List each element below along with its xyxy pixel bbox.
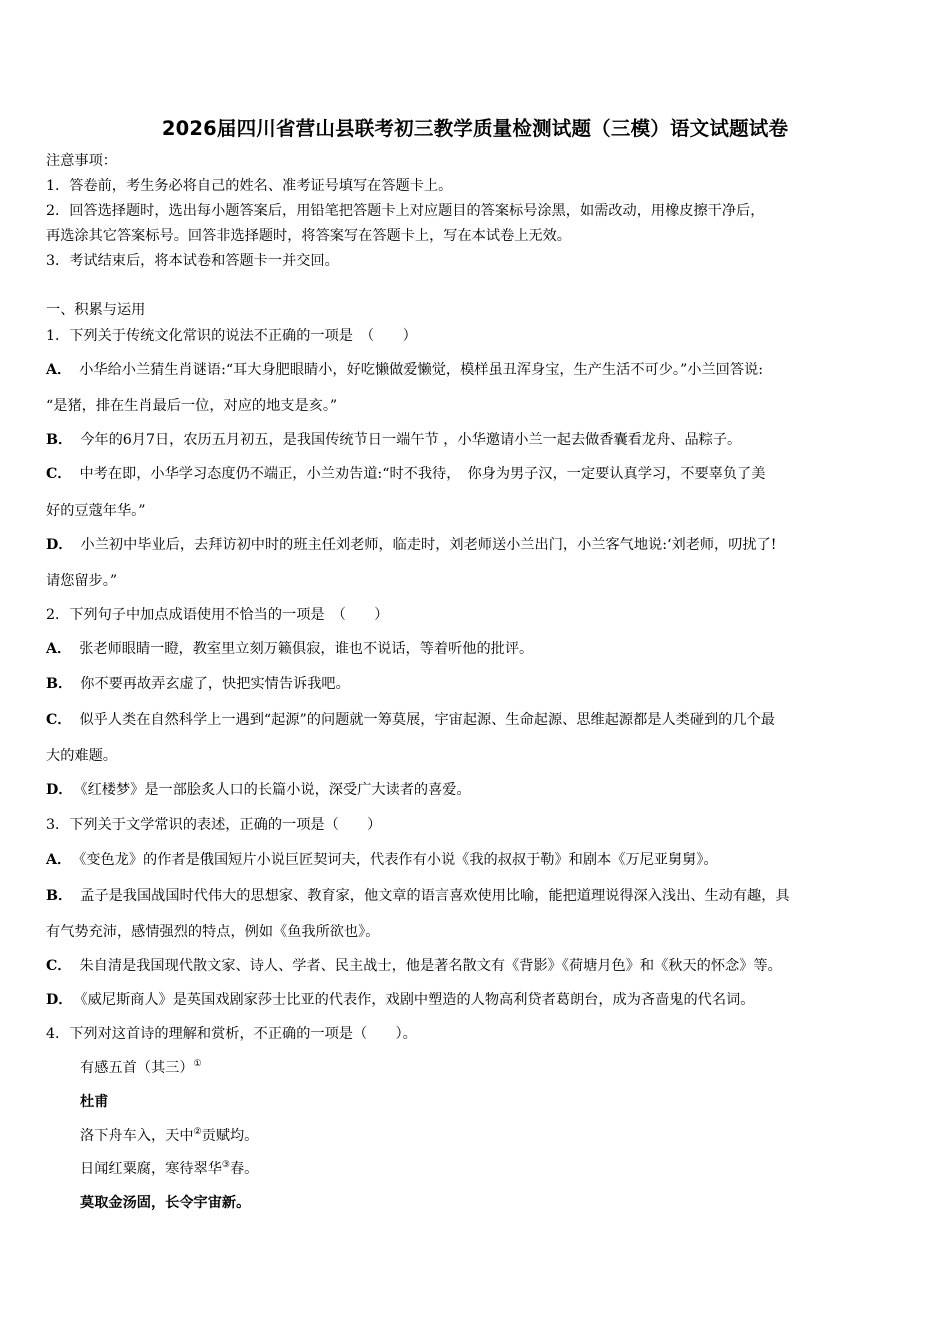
q1-option-b	[46, 430, 920, 450]
option-label: C．	[46, 466, 72, 482]
poem-author: 杜甫	[80, 1094, 109, 1110]
option-label: D．	[46, 992, 73, 1008]
q3-option-d	[46, 990, 920, 1010]
q1-option-a	[46, 360, 920, 380]
option-text: 你不要再故弄玄虚了，快把实情告诉我吧。	[80, 676, 350, 692]
q1-option-c	[46, 464, 920, 484]
poem-text: 贡赋均。	[201, 1128, 259, 1144]
q3-option-c	[46, 956, 920, 976]
q1-option-a-cont: “是猪，排在生肖最后一位，对应的地支是亥。”	[46, 398, 338, 414]
poem-title	[80, 1058, 920, 1078]
q2-option-c-cont: 大的难题。	[46, 748, 117, 764]
option-label: C．	[46, 958, 72, 974]
q1-option-c-cont: 好的豆蔻年华。”	[46, 503, 146, 519]
option-text: 朱自清是我国现代散文家、诗人、学者、民主战士，他是著名散文有《背影》《荷塘月色》和《秋天的怀念》等。	[79, 958, 782, 974]
notice-item: 2．回答选择题时，选出每小题答案后，用铅笔把答题卡上对应题目的答案标号涂黑，如需改动，用橡皮擦干净后，	[46, 203, 765, 219]
q1-option-d-cont: 请您留步。”	[46, 573, 118, 589]
poem-line	[80, 1159, 920, 1179]
option-label: D．	[46, 537, 73, 553]
notice-heading: 注意事项：	[46, 153, 117, 169]
question-3-stem: 3．下列关于文学常识的表述，正确的一项是（ ）	[46, 817, 382, 833]
poem-line	[80, 1126, 920, 1146]
option-text: 《威尼斯商人》是英国戏剧家莎士比亚的代表作，戏剧中塑造的人物高利贷者葛朗台，成为吝啬鬼的代名词。	[80, 992, 755, 1008]
footnote-marker: ③	[221, 1160, 230, 1170]
poem-line: 莫取金汤固，长令宇宙新。	[80, 1195, 251, 1211]
footnote-marker: ①	[193, 1059, 202, 1069]
option-text: 《变色龙》的作者是俄国短片小说巨匠契诃夫，代表作有小说《我的叔叔于勒》和剧本《万尼亚舅舅》。	[79, 852, 718, 868]
question-1-stem: 1．下列关于传统文化常识的说法不正确的一项是 （ ）	[46, 328, 417, 344]
option-label: B．	[46, 676, 73, 692]
option-text: 似乎人类在自然科学上一遇到“起源”的问题就一筹莫展，宇宙起源、生命起源、思维起源都是人类碰到的几个最	[79, 712, 775, 728]
q2-option-c	[46, 710, 920, 730]
page-title: 2026届四川省营山县联考初三教学质量检测试题（三模）语文试题试卷	[161, 117, 789, 140]
poem-text: 日闻红粟腐，寒待翠华	[80, 1161, 222, 1177]
option-label: A．	[46, 852, 72, 868]
option-text: 中考在即，小华学习态度仍不端正，小兰劝告道:“时不我待， 你身为男子汉，一定要认真学习，不要辜负了美	[79, 466, 766, 482]
option-label: C．	[46, 712, 72, 728]
option-label: B．	[46, 432, 73, 448]
q2-option-a	[46, 639, 920, 659]
option-label: A．	[46, 641, 72, 657]
option-text: 今年的6月7日，农历五月初五，是我国传统节日一端午节 ，小华邀请小兰一起去做香囊看龙舟、品粽子。	[80, 432, 742, 448]
footnote-marker: ②	[193, 1127, 202, 1137]
option-text: 张老师眼睛一瞪，教室里立刻万籁俱寂，谁也不说话，等着听他的批评。	[79, 641, 534, 657]
option-label: B．	[46, 888, 73, 904]
section-heading: 一、积累与运用	[46, 302, 146, 318]
notice-item: 再选涂其它答案标号。回答非选择题时，将答案写在答题卡上，写在本试卷上无效。	[46, 228, 571, 244]
option-text: 《红楼梦》是一部脍炙人口的长篇小说，深受广大读者的喜爱。	[80, 782, 471, 798]
poem-title-text: 有感五首（其三）	[80, 1060, 194, 1076]
question-4-stem: 4．下列对这首诗的理解和赏析，不正确的一项是（ ）。	[46, 1026, 417, 1042]
q2-option-d	[46, 780, 920, 800]
option-label: D．	[46, 782, 73, 798]
option-label: A．	[46, 362, 72, 378]
q1-option-d	[46, 535, 920, 555]
q3-option-b	[46, 886, 920, 906]
question-2-stem: 2．下列句子中加点成语使用不恰当的一项是 （ ）	[46, 607, 389, 623]
q3-option-b-cont: 有气势充沛，感情强烈的特点，例如《鱼我所欲也》。	[46, 924, 380, 940]
q3-option-a	[46, 850, 920, 870]
notice-item: 3．考试结束后，将本试卷和答题卡一并交回。	[46, 253, 339, 269]
q2-option-b	[46, 674, 920, 694]
option-text: 孟子是我国战国时代伟大的思想家、教育家，他文章的语言喜欢使用比喻，能把道理说得深入浅出、生动有趣，具	[80, 888, 790, 904]
option-text: 小兰初中毕业后，去拜访初中时的班主任刘老师，临走时，刘老师送小兰出门，小兰客气地说:‘刘老师，叨扰了!	[80, 537, 777, 553]
poem-text: 洛下舟车入，天中	[80, 1128, 194, 1144]
option-text: 小华给小兰猜生肖谜语:“耳大身肥眼睛小，好吃懒做爱懒觉，模样虽丑浑身宝，生产生活不可少。”小兰回答说:	[79, 362, 763, 378]
poem-text: 春。	[229, 1161, 259, 1177]
notice-item: 1．答卷前，考生务必将自己的姓名、准考证号填写在答题卡上。	[46, 178, 453, 194]
